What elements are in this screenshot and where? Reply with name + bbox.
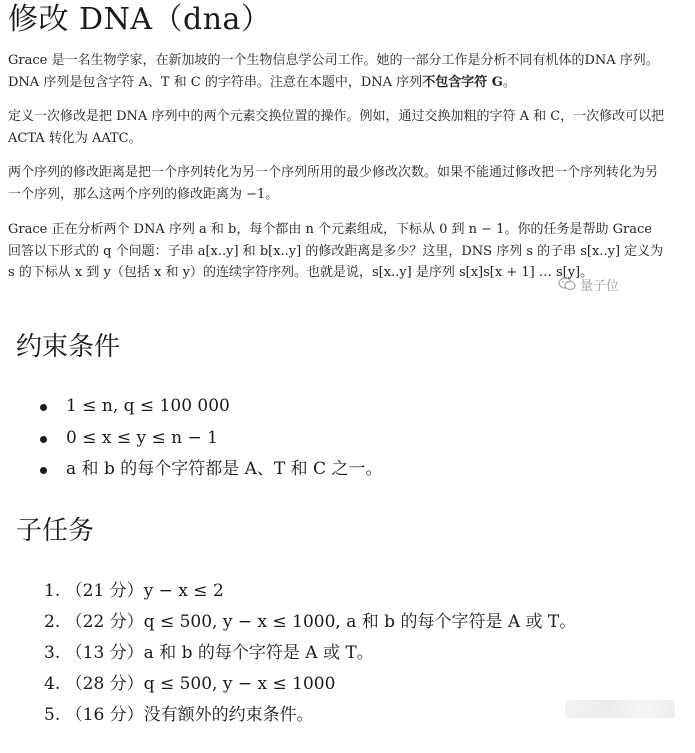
wechat-icon bbox=[558, 277, 576, 291]
watermark bbox=[558, 273, 619, 295]
description-paragraph-1 bbox=[8, 50, 668, 93]
watermark-text: 量子位 bbox=[580, 278, 620, 294]
subtasks-list bbox=[44, 576, 576, 731]
page-title: 修改 DNA（dna） bbox=[8, 2, 272, 37]
blurred-watermark bbox=[565, 700, 675, 718]
constraints-list bbox=[36, 391, 382, 486]
p1-text: Grace 是一名生物学家，在新加坡的一个生物信息学公司工作。她的一部分工作是分析不同有机体的DNA 序列。DNA 序列是包含字符 A、T 和 C 的字符串。注意在本题中，DNA 序列 bbox=[8, 53, 659, 90]
subtask-item: 3. （13 分）a 和 b 的每个字符是 A 或 T。 bbox=[44, 643, 374, 663]
description-paragraph-3: 两个序列的修改距离是把一个序列转化为另一个序列所用的最少修改次数。如果不能通过修改把一个序列转化为另一个序列，那么这两个序列的修改距离为 −1。 bbox=[8, 165, 659, 202]
description-paragraph-2: 定义一次修改是把 DNA 序列中的两个元素交换位置的操作。例如，通过交换加粗的字符 A 和 C，一次修改可以把 ACTA 转化为 AATC。 bbox=[8, 109, 665, 146]
subtask-item: 4. （28 分）q ≤ 500, y − x ≤ 1000 bbox=[44, 674, 336, 694]
constraint-item: a 和 b 的每个字符都是 A、T 和 C 之一。 bbox=[36, 454, 382, 486]
subtask-item: 5. （16 分）没有额外的约束条件。 bbox=[44, 705, 314, 725]
constraints-heading: 约束条件 bbox=[16, 332, 121, 362]
description-paragraph-4: Grace 正在分析两个 DNA 序列 a 和 b，每个都由 n 个元素组成，下标从 0 到 n − 1。你的任务是帮助 Grace 回答以下形式的 q 个问题：子串 a[x..y] 和 b[x..y] 的修改距离是多少？这里，DNS 序列 s 的子串 s[x..y] 定义为 s 的下标从 x 到 y（包括 x 和 y）的连续字符序列。也就是说，s[x..y] 是序列 s[x]s[x + 1] … s[y]。 bbox=[8, 222, 664, 280]
subtask-item: 1. （21 分）y − x ≤ 2 bbox=[44, 581, 224, 601]
constraint-item: 1 ≤ n, q ≤ 100 000 bbox=[36, 391, 382, 423]
subtasks-heading: 子任务 bbox=[16, 516, 95, 546]
subtask-item: 2. （22 分）q ≤ 500, y − x ≤ 1000, a 和 b 的每个字符是 A 或 T。 bbox=[44, 612, 577, 632]
p1-end: 。 bbox=[502, 74, 516, 90]
p1-bold-text: 不包含字符 G bbox=[422, 74, 503, 90]
constraint-item: 0 ≤ x ≤ y ≤ n − 1 bbox=[36, 423, 382, 455]
